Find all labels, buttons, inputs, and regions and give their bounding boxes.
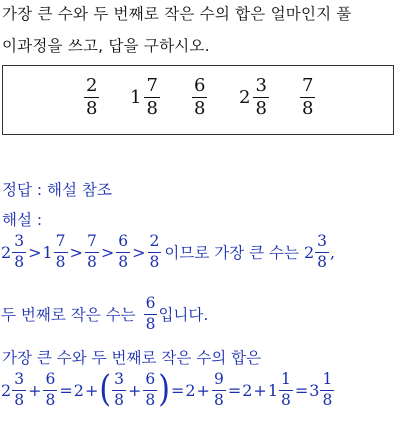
number: 2: [73, 380, 84, 400]
second-prefix: 두 번째로 작은 수는: [1, 306, 136, 324]
fraction: $\frac{7}{8}$: [55, 232, 66, 271]
fraction: $\frac{3}{8}$: [317, 232, 328, 271]
number-item: [299, 77, 316, 118]
mixed-number: 1: [42, 242, 53, 262]
mixed-number: 1: [267, 380, 278, 400]
whole-part: 2: [239, 87, 251, 108]
plus-sign: +: [84, 380, 99, 400]
plus-sign: +: [127, 380, 142, 400]
number-item: [83, 77, 100, 118]
fraction: $\frac{6}{8}$: [45, 370, 56, 409]
gt-sign: >: [28, 242, 42, 262]
gt-sign: >: [69, 242, 83, 262]
comma: ,: [330, 242, 336, 262]
gt-sign: >: [100, 242, 115, 262]
sum-equation: [1, 368, 335, 411]
plus-sign: +: [28, 380, 42, 400]
fraction: $\frac{6}{8}$: [145, 294, 156, 333]
gt-sign: >: [132, 242, 146, 262]
numerator: 7: [302, 75, 314, 96]
denominator: 8: [86, 98, 98, 119]
number: 2: [242, 380, 253, 400]
ordering-text: 이므로 가장 큰 수는: [164, 244, 299, 262]
fraction: [253, 77, 268, 118]
mixed-number: 2: [1, 380, 12, 400]
ordering-line: [1, 234, 335, 270]
equals-sign: =: [170, 380, 185, 400]
number: 2: [185, 380, 196, 400]
numerator: 7: [146, 75, 158, 96]
fraction: $\frac{3}{8}$: [114, 370, 124, 409]
numbers-box: [2, 65, 394, 135]
plus-sign: +: [196, 380, 210, 400]
numerator: 2: [86, 75, 98, 96]
numerator: 3: [255, 75, 267, 96]
denominator: 8: [194, 98, 206, 119]
denominator: 8: [255, 98, 267, 119]
fraction: $\frac{6}{8}$: [118, 232, 129, 271]
mixed-number: 2: [303, 242, 315, 262]
second-smallest-line: [1, 296, 208, 332]
fraction: $\frac{3}{8}$: [14, 370, 25, 409]
number-item: [239, 77, 270, 118]
second-suffix: 입니다.: [158, 306, 209, 324]
whole-part: 1: [130, 87, 142, 108]
equals-sign: =: [227, 380, 242, 400]
fraction: $\frac{3}{8}$: [14, 232, 25, 271]
fraction: $\frac{9}{8}$: [213, 370, 224, 409]
explanation-label: 해설 :: [2, 211, 43, 229]
fraction: $\frac{7}{8}$: [86, 232, 97, 271]
question-line-2: 이과정을 쓰고, 답을 구하시오.: [2, 37, 210, 55]
denominator: 8: [146, 98, 158, 119]
answer-label: 정답 : 해설 참조: [2, 181, 112, 199]
fraction: $\frac{1}{8}$: [322, 370, 333, 409]
mixed-number: 3: [309, 380, 320, 400]
equals-sign: =: [294, 380, 309, 400]
plus-sign: +: [253, 380, 267, 400]
number-item: [191, 77, 208, 118]
fraction: [84, 77, 99, 118]
fraction: [144, 77, 159, 118]
mixed-number: 2: [1, 242, 12, 262]
numerator: 6: [194, 75, 206, 96]
right-paren: ): [158, 368, 170, 411]
number-item: [130, 77, 161, 118]
sum-text: 가장 큰 수와 두 번째로 작은 수의 합은: [2, 349, 262, 367]
left-paren: (: [99, 368, 112, 411]
question-line-1: 가장 큰 수와 두 번째로 작은 수의 합은 얼마인지 풀: [2, 5, 352, 23]
fraction: $\frac{2}{8}$: [149, 232, 160, 271]
fraction: [192, 77, 207, 118]
denominator: 8: [302, 98, 314, 119]
fraction: $\frac{1}{8}$: [281, 370, 291, 409]
fraction: [300, 77, 315, 118]
fraction: $\frac{6}{8}$: [145, 370, 156, 409]
equals-sign: =: [59, 380, 73, 400]
